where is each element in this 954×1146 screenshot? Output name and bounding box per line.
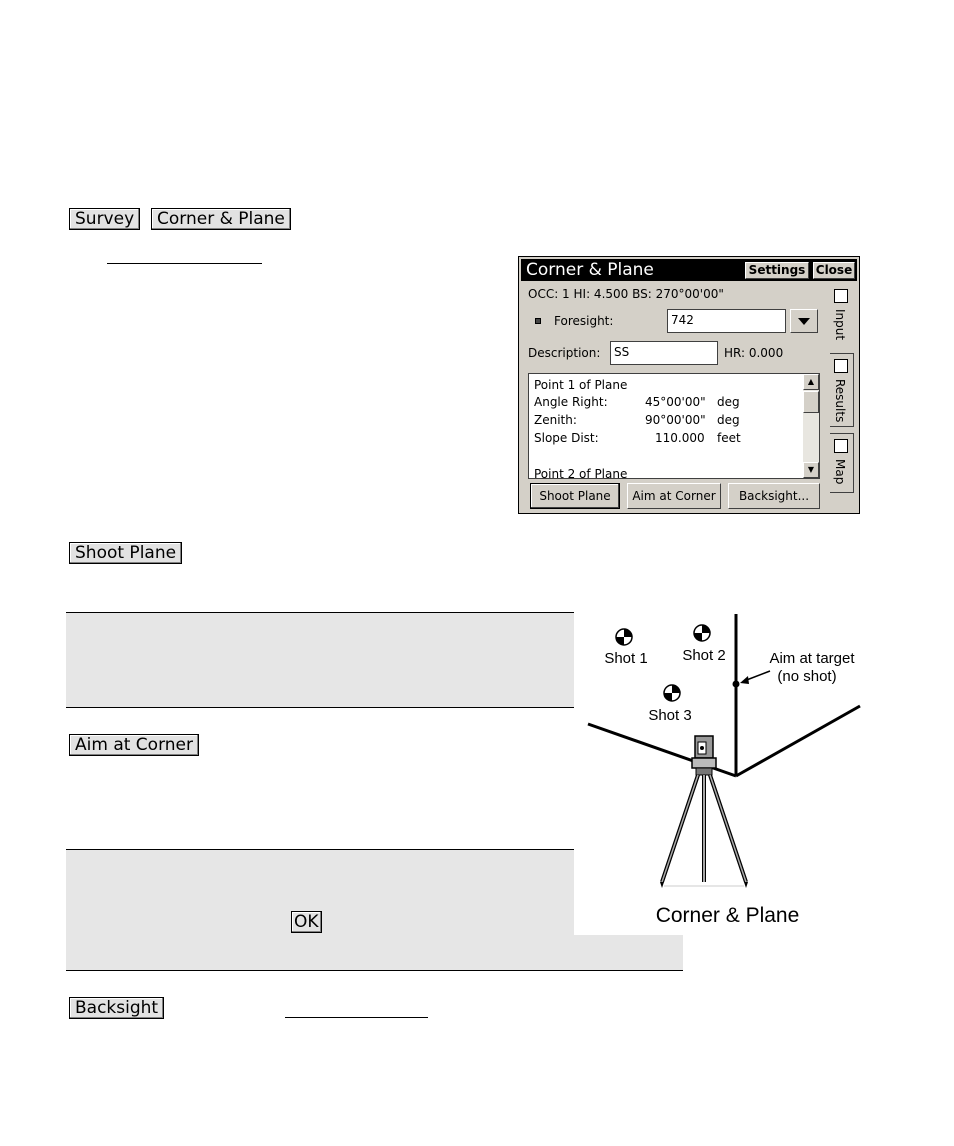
backsight-doc-button: Backsight [69,997,164,1019]
description-field[interactable]: SS [610,341,718,365]
hyperlink-underline [107,263,262,264]
backsight-button[interactable]: Backsight... [728,483,820,509]
list-item-unit: feet [717,431,741,445]
settings-button[interactable]: Settings [745,262,809,279]
ok-button: OK [291,911,322,933]
aim-at-corner-button[interactable]: Aim at Corner [627,483,721,509]
map-tab-icon [834,439,848,453]
list-item-value: 45°00'00" [645,395,706,409]
scroll-down-button[interactable]: ▼ [803,462,819,478]
scroll-up-button[interactable]: ▲ [803,374,819,390]
list-item: Angle Right: [534,395,608,409]
close-button[interactable]: Close [813,262,855,279]
corner-plane-dialog [518,256,860,514]
results-list[interactable] [528,373,820,479]
dialog-title: Corner & Plane [526,260,654,280]
hr-label: HR: 0.000 [724,346,784,360]
no-shot-label: (no shot) [777,668,837,685]
divider [66,707,574,708]
foresight-label: Foresight: [554,314,614,328]
aim-at-target-label: Aim at target [769,650,855,667]
shot-3-label: Shot 3 [648,707,692,724]
list-item-value: 110.000 [655,431,705,445]
bullet-icon [535,318,541,324]
tab-results[interactable]: Results [830,353,854,427]
scroll-thumb[interactable] [803,391,819,413]
input-tab-icon [834,289,848,303]
list-item-unit: deg [717,413,740,427]
list-item: Slope Dist: [534,431,599,445]
shot-2-label: Shot 2 [682,647,726,664]
survey-button: Survey [69,208,140,230]
diagram-caption: Corner & Plane [655,904,800,927]
corner-plane-button: Corner & Plane [151,208,291,230]
foresight-dropdown-button[interactable] [790,309,818,333]
dialog-titlebar [521,259,857,281]
list-heading: Point 2 of Plane [534,467,628,479]
shoot-plane-doc-button: Shoot Plane [69,542,182,564]
results-tab-icon [834,359,848,373]
list-item-value: 90°00'00" [645,413,706,427]
note-box [66,935,683,970]
chevron-down-icon [791,310,817,332]
description-label: Description: [528,346,601,360]
tab-map[interactable]: Map [830,433,854,493]
note-box [66,613,574,707]
list-scrollbar[interactable] [803,374,819,478]
list-item: Zenith: [534,413,577,427]
target-icon [616,629,632,645]
list-heading: Point 1 of Plane [534,378,628,392]
target-icon [694,625,710,641]
hyperlink-underline [285,1017,428,1018]
status-line: OCC: 1 HI: 4.500 BS: 270°00'00" [528,287,724,301]
list-item-unit: deg [717,395,740,409]
shoot-plane-button[interactable]: Shoot Plane [530,483,620,509]
target-icon [664,685,680,701]
aim-at-corner-doc-button: Aim at Corner [69,734,199,756]
tab-input[interactable]: Input [830,285,854,351]
shot-1-label: Shot 1 [604,650,648,667]
foresight-field[interactable]: 742 [667,309,786,333]
divider [66,970,683,971]
corner-plane-diagram [580,600,870,900]
